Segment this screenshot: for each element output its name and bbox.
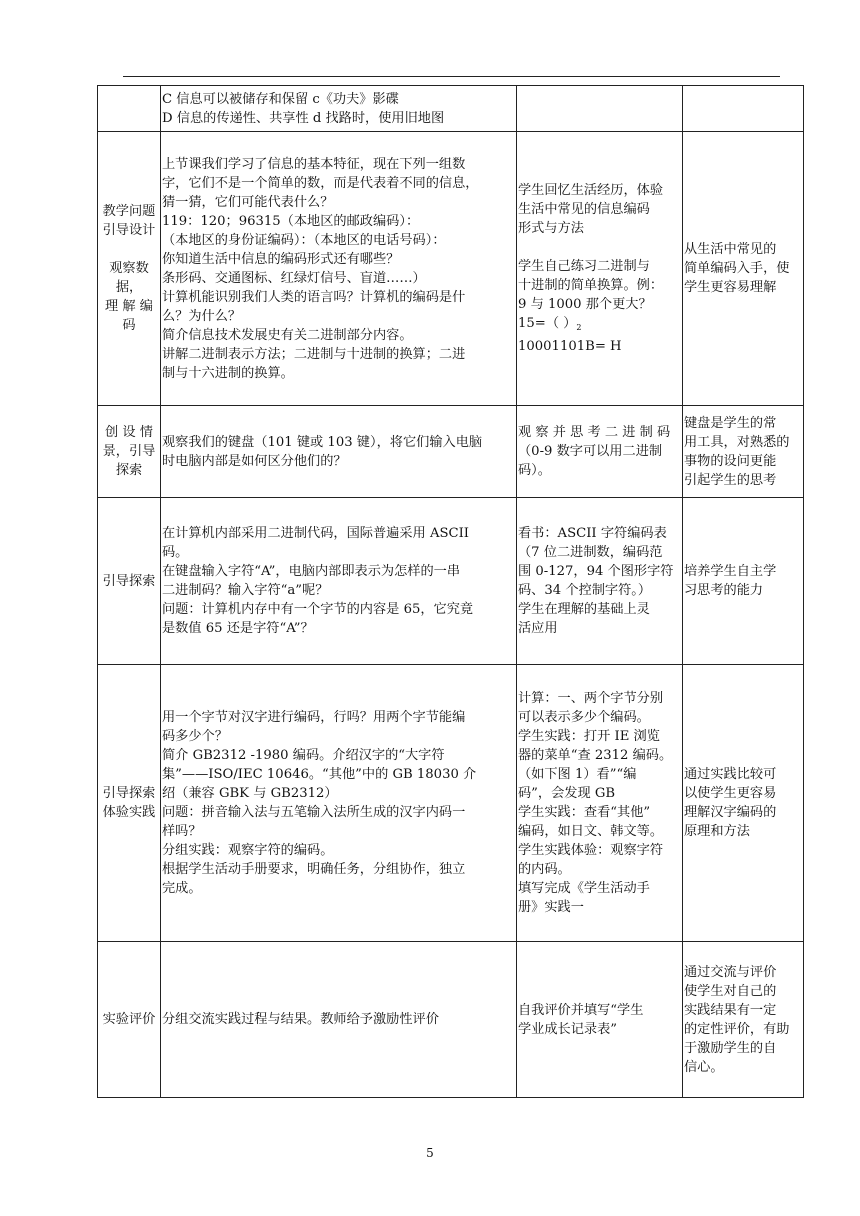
cell-text-line: 据，: [115, 280, 143, 295]
design-intent-cell: [683, 665, 804, 942]
stage-cell: [98, 498, 161, 665]
cell-text-line: 学生实践体验：观察字符: [518, 843, 664, 858]
cell-text-line: 活应用: [518, 621, 558, 636]
cell-text-line: C 信息可以被储存和保留 c《功夫》影碟: [162, 91, 399, 107]
teacher-activity-cell: [161, 406, 517, 498]
cell-text-line: [518, 238, 681, 257]
cell-text-line: 填写完成《学生活动手: [518, 881, 650, 896]
cell-text-line: 计算机能识别我们人类的语言吗？计算机的编码是什: [162, 289, 466, 305]
table-row: [98, 942, 804, 1098]
teacher-activity-cell: [161, 498, 517, 665]
cell-text-line: 观 察 并 思 考 二 进 制 码: [518, 425, 671, 440]
student-activity-cell: [517, 86, 683, 132]
student-activity-cell: [517, 498, 683, 665]
cell-text-line: 学生实践：查看“其他”: [518, 805, 651, 820]
cell-text-line: 码”，会发现 GB: [518, 786, 616, 801]
cell-text-line: 问题：计算机内存中有一个字节的内容是 65，它究竟: [162, 602, 474, 617]
cell-text-line: 生活中常见的信息编码: [518, 202, 650, 217]
page-number: 5: [426, 1146, 434, 1160]
cell-text-line: 上节课我们学习了信息的基本特征，现在下列一组数: [162, 156, 466, 172]
cell-text-line: D 信息的传递性、共享性 d 找路时，使用旧地图: [162, 110, 445, 126]
teacher-activity-cell: [161, 132, 517, 406]
cell-text-line: 制与十六进制的换算。: [162, 365, 294, 381]
cell-text-line: 绍（兼容 GBK 与 GB2312）: [162, 786, 338, 801]
cell-text: 15=（ ）: [518, 316, 577, 331]
student-activity-cell: [517, 942, 683, 1098]
cell-text-line: 10001101B= H: [518, 339, 622, 354]
cell-text-line: 从生活中常见的: [684, 242, 777, 257]
cell-text-line: 码多少个？: [162, 729, 228, 744]
cell-text-line: 引导设计: [102, 223, 156, 238]
cell-text-line: 原理和方法: [684, 824, 750, 839]
cell-text-line: 可以表示多少个编码。: [518, 710, 650, 725]
cell-text-line: 器的菜单“查 2312 编码。: [518, 748, 673, 763]
cell-text-line: 围 0-127，94 个图形字符: [518, 564, 674, 579]
cell-text-line: 于激励学生的自: [684, 1040, 777, 1056]
cell-text-line: 问题：拼音输入法与五笔输入法所生成的汉字内码一: [162, 805, 466, 820]
cell-text-line: 学业成长记录表”: [518, 1021, 618, 1037]
cell-text-line: 码）。: [518, 463, 551, 478]
design-intent-cell: [683, 498, 804, 665]
cell-text-line: 的定性评价，有助: [684, 1021, 790, 1037]
stage-cell: [98, 86, 161, 132]
cell-text-line: （0-9 数字可以用二进制: [518, 444, 663, 459]
cell-text-line: 看书：ASCII 字符编码表: [518, 526, 667, 541]
cell-text-line: 是数值 65 还是字符“A”？: [162, 621, 314, 636]
cell-text-line: 学生自己练习二进制与: [518, 259, 650, 274]
table-row: [98, 498, 804, 665]
cell-text-line: 集”——ISO/IEC 10646。“其他”中的 GB 18030 介: [162, 767, 477, 782]
cell-text-line: 通过交流与评价: [684, 964, 777, 980]
table-row: [98, 406, 804, 498]
cell-text-line: [99, 240, 159, 259]
cell-text-line: 119：120；96315（本地区的邮政编码）：: [162, 213, 420, 229]
cell-text-line: 引导探索: [102, 786, 156, 801]
cell-text-line: 分组交流实践过程与结果。教师给予激励性评价: [162, 1012, 439, 1027]
student-activity-cell: [517, 406, 683, 498]
cell-text-line: 使学生对自己的: [684, 983, 777, 999]
cell-text-line: 引导探索: [102, 573, 156, 589]
table-row: [98, 665, 804, 942]
design-intent-cell: [683, 942, 804, 1098]
table-row: [98, 132, 804, 406]
cell-text-line: 字，它们不是一个简单的数，而是代表着不同的信息，: [162, 175, 479, 191]
cell-text-line: 形式与方法: [518, 221, 584, 236]
cell-text-line: 猜一猜，它们可能代表什么？: [162, 194, 334, 210]
cell-text-line: 在计算机内部采用二进制代码，国际普遍采用 ASCII: [162, 526, 470, 541]
stage-cell: [98, 665, 161, 942]
cell-text-line: （如下图 1）看”“编: [518, 767, 637, 782]
cell-text-line: [518, 314, 681, 337]
cell-text-line: 用工具，对熟悉的: [684, 434, 790, 450]
cell-text-line: 信心。: [684, 1059, 724, 1075]
stage-cell: [98, 406, 161, 498]
base-subscript: 2: [576, 323, 582, 332]
cell-text-line: 编码，如日文、韩文等。: [518, 824, 664, 839]
cell-text-line: 在键盘输入字符“A”，电脑内部即表示为怎样的一串: [162, 564, 461, 579]
cell-text-line: 理 解 编: [105, 299, 153, 314]
stage-cell: [98, 132, 161, 406]
cell-text-line: （7 位二进制数，编码范: [518, 545, 663, 560]
cell-text-line: 理解汉字编码的: [684, 805, 777, 820]
cell-text-line: 学生回忆生活经历，体验: [518, 183, 664, 198]
cell-text-line: 创 设 情: [105, 425, 153, 440]
cell-text-line: 实验评价: [102, 1012, 156, 1027]
cell-text-line: 简介信息技术发展史有关二进制部分内容。: [162, 327, 413, 343]
cell-text-line: 观察数: [109, 261, 149, 276]
cell-text-line: 探索: [115, 463, 143, 478]
design-intent-cell: [683, 86, 804, 132]
teacher-activity-cell: [161, 86, 517, 132]
cell-text-line: 册》实践一: [518, 900, 584, 915]
cell-text-line: 自我评价并填写“学生: [518, 1002, 644, 1018]
cell-text-line: 键盘是学生的常: [684, 415, 777, 431]
design-intent-cell: [683, 132, 804, 406]
header-rule: [123, 76, 780, 77]
cell-text-line: 习思考的能力: [684, 583, 764, 598]
cell-text-line: 学生实践：打开 IE 浏览: [518, 729, 660, 744]
cell-text-line: 你知道生活中信息的编码形式还有哪些？: [162, 251, 400, 267]
cell-text-line: 时电脑内部是如何区分他们的？: [162, 453, 347, 469]
cell-text-line: 简单编码入手，使: [684, 261, 790, 276]
cell-text-line: 码: [122, 318, 136, 333]
cell-text-line: 用一个字节对汉字进行编码，行吗？用两个字节能编: [162, 710, 466, 725]
cell-text-line: 分组实践：观察字符的编码。: [162, 843, 334, 858]
cell-text-line: 根据学生活动手册要求，明确任务，分组协作，独立: [162, 862, 466, 877]
cell-text-line: 码、34 个控制字符。）: [518, 583, 652, 598]
cell-text-line: 码。: [162, 545, 189, 560]
student-activity-cell: [517, 132, 683, 406]
cell-text-line: 二进制码？输入字符“a”呢？: [162, 583, 329, 598]
cell-text-line: 引起学生的思考: [684, 472, 777, 488]
cell-text-line: 计算：一、两个字节分别: [518, 691, 664, 706]
cell-text-line: 学生在理解的基础上灵: [518, 602, 650, 617]
cell-text-line: 以使学生更容易: [684, 786, 777, 801]
cell-text-line: （本地区的身份证编码）：（本地区的电话号码）：: [162, 232, 446, 248]
cell-text-line: 教学问题: [102, 204, 156, 219]
cell-text-line: 简介 GB2312 -1980 编码。介绍汉字的“大字符: [162, 748, 445, 763]
cell-text-line: 事物的设问更能: [684, 453, 777, 469]
cell-text-line: 景，引导: [102, 444, 156, 459]
cell-text-line: 条形码、交通图标、红绿灯信号、盲道……）: [162, 270, 426, 286]
table-row: [98, 86, 804, 132]
cell-text-line: 学生更容易理解: [684, 280, 777, 295]
lesson-plan-table: [97, 85, 804, 1098]
cell-text-line: 么？为什么？: [162, 308, 242, 324]
student-activity-cell: [517, 665, 683, 942]
cell-text-line: 完成。: [162, 881, 202, 896]
cell-text-line: 讲解二进制表示方法；二进制与十进制的换算；二进: [162, 346, 466, 362]
cell-text-line: 通过实践比较可: [684, 767, 777, 782]
cell-text-line: 观察我们的键盘（101 键或 103 键），将它们输入电脑: [162, 434, 483, 450]
cell-text-line: 的内码。: [518, 862, 571, 877]
cell-text-line: 体验实践: [102, 805, 156, 820]
cell-text-line: 十进制的简单换算。例：: [518, 278, 664, 293]
cell-text-line: 9 与 1000 那个更大？: [518, 297, 652, 312]
stage-cell: [98, 942, 161, 1098]
teacher-activity-cell: [161, 942, 517, 1098]
cell-text-line: 样吗？: [162, 824, 202, 839]
design-intent-cell: [683, 406, 804, 498]
teacher-activity-cell: [161, 665, 517, 942]
cell-text-line: 培养学生自主学: [684, 564, 777, 579]
cell-text-line: 实践结果有一定: [684, 1002, 777, 1018]
